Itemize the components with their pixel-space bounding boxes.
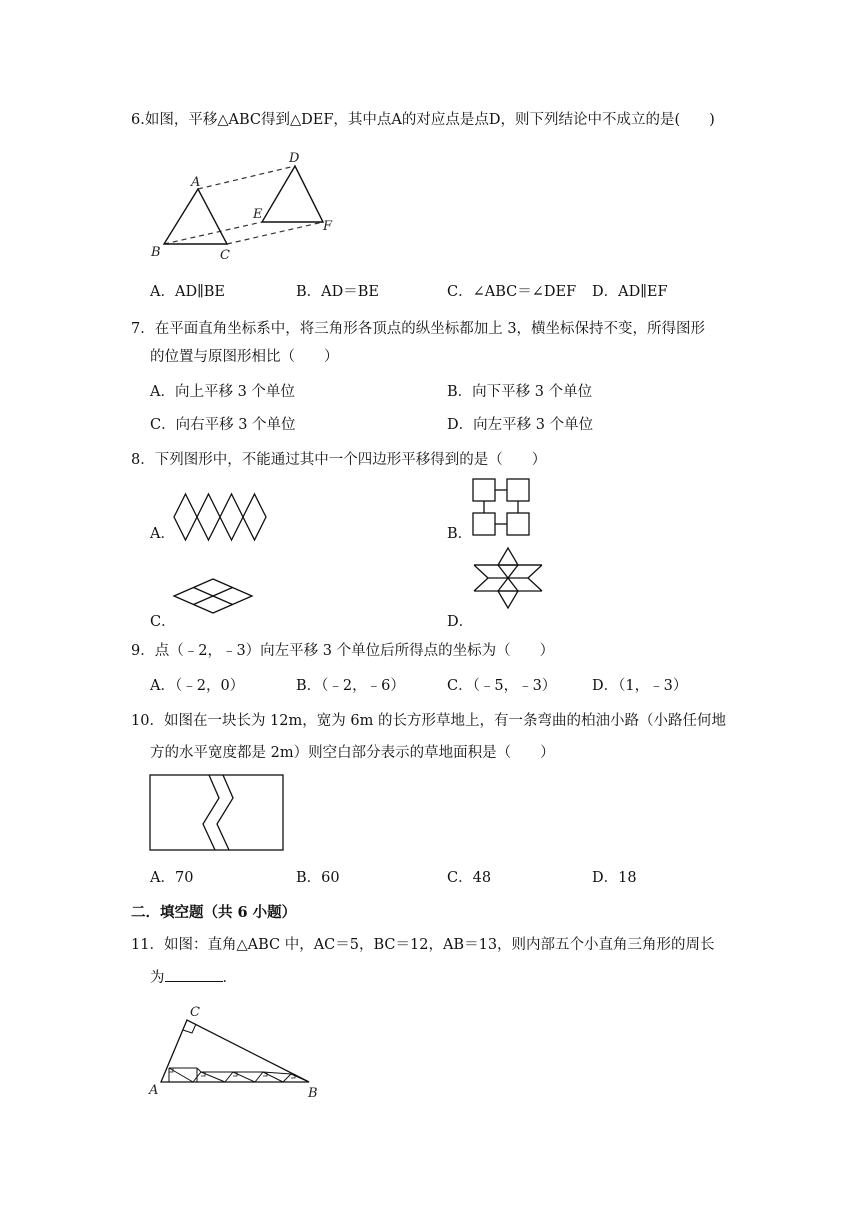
q11-stem-prefix: 为 bbox=[150, 970, 165, 986]
q7-option-b[interactable]: B．向下平移 3 个单位 bbox=[447, 384, 593, 400]
q10-stem-line1: 10．如图在一块长为 12m，宽为 6m 的长方形草地上，有一条弯曲的柏油小路（小路任何地 bbox=[131, 713, 726, 729]
q9-option-c[interactable]: C．（﹣5，﹣3） bbox=[447, 678, 557, 694]
q6-option-d[interactable]: D．AD∥EF bbox=[592, 284, 668, 300]
q6-label-b: B bbox=[151, 245, 161, 260]
q8-option-c[interactable]: C． bbox=[150, 614, 176, 630]
q11-stem-suffix: ． bbox=[222, 970, 237, 986]
q7-stem-line2: 的位置与原图形相比（ ） bbox=[150, 349, 339, 365]
section-fill-in-title: 二．填空题（共 6 小题） bbox=[131, 904, 297, 921]
q10-lawn-path-figure bbox=[149, 774, 285, 852]
q6-label-f: F bbox=[323, 219, 333, 234]
q9-stem: 9．点（﹣2，﹣3）向左平移 3 个单位后所得点的坐标为（ ） bbox=[131, 643, 555, 659]
q6-option-a[interactable]: A．AD∥BE bbox=[150, 284, 226, 300]
q11-right-triangle-figure bbox=[145, 1002, 325, 1102]
q11-label-b: B bbox=[308, 1086, 318, 1101]
q6-translation-figure bbox=[140, 140, 360, 270]
q8-figure-c-rhombus-grid bbox=[172, 578, 254, 614]
q7-option-a[interactable]: A．向上平移 3 个单位 bbox=[150, 384, 295, 400]
q10-option-c[interactable]: C．48 bbox=[447, 870, 492, 886]
q7-option-c[interactable]: C．向右平移 3 个单位 bbox=[150, 417, 296, 433]
q6-label-c: C bbox=[220, 248, 230, 263]
q8-option-b[interactable]: B． bbox=[447, 526, 473, 542]
q6-stem: 6.如图，平移△ABC得到△DEF，其中点A的对应点是点D，则下列结论中不成立的是( ) bbox=[131, 112, 715, 128]
q8-option-a[interactable]: A． bbox=[150, 526, 175, 542]
q8-figure-d-six-rhombus-star bbox=[470, 546, 546, 610]
q9-option-d[interactable]: D．（1，﹣3） bbox=[592, 678, 688, 694]
q6-option-b[interactable]: B．AD＝BE bbox=[296, 284, 379, 300]
q6-option-c[interactable]: C．∠ABC＝∠DEF bbox=[447, 284, 577, 300]
q8-option-d[interactable]: D． bbox=[447, 614, 474, 630]
q9-option-a[interactable]: A．（﹣2，0） bbox=[150, 678, 245, 694]
q11-stem-line2 bbox=[150, 967, 237, 989]
q6-label-e: E bbox=[253, 207, 263, 222]
q11-answer-blank[interactable] bbox=[165, 967, 223, 982]
q9-option-b[interactable]: B．（﹣2，﹣6） bbox=[296, 678, 405, 694]
q11-label-a: A bbox=[149, 1083, 159, 1098]
q10-option-b[interactable]: B．60 bbox=[296, 870, 340, 886]
q8-figure-a-rhombus-chain bbox=[174, 494, 270, 540]
q10-option-a[interactable]: A．70 bbox=[150, 870, 194, 886]
q8-figure-b-square-cross bbox=[470, 476, 532, 538]
q7-option-d[interactable]: D．向左平移 3 个单位 bbox=[447, 417, 594, 433]
q6-label-a: A bbox=[191, 175, 201, 190]
q10-option-d[interactable]: D．18 bbox=[592, 870, 637, 886]
q6-label-d: D bbox=[289, 151, 300, 166]
q7-stem-line1: 7．在平面直角坐标系中，将三角形各顶点的纵坐标都加上 3，横坐标保持不变，所得图形 bbox=[131, 321, 706, 337]
q11-label-c: C bbox=[190, 1005, 200, 1020]
q11-stem-line1: 11．如图：直角△ABC 中，AC＝5，BC＝12，AB＝13，则内部五个小直角三角形的周长 bbox=[131, 937, 715, 953]
q8-stem: 8．下列图形中，不能通过其中一个四边形平移得到的是（ ） bbox=[131, 452, 547, 468]
q10-stem-line2: 方的水平宽度都是 2m）则空白部分表示的草地面积是（ ） bbox=[150, 745, 555, 761]
